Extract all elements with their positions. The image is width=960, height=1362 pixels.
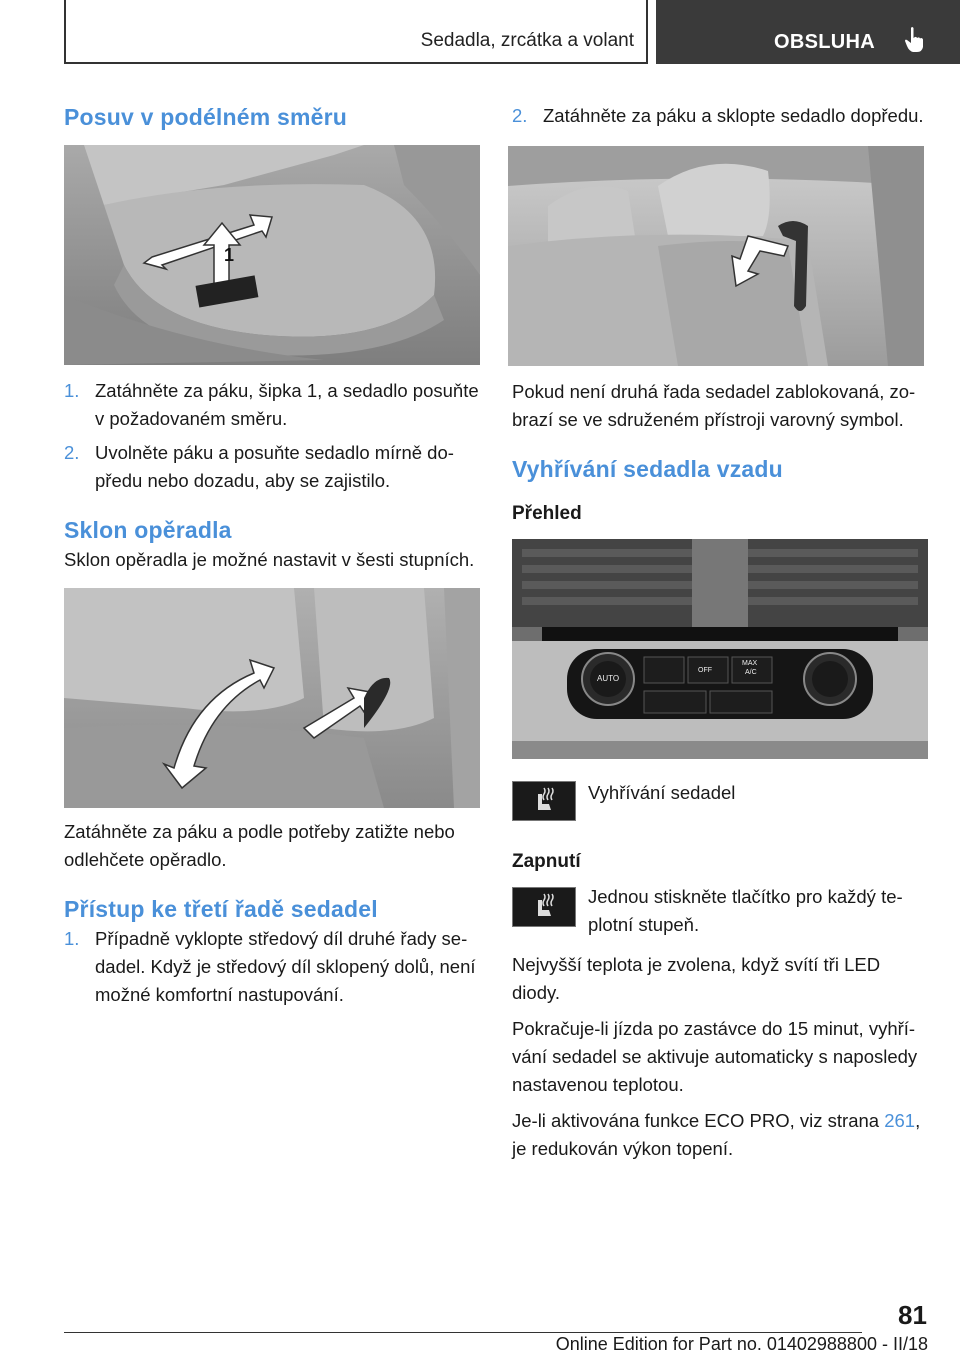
page-number: 81 bbox=[898, 1300, 927, 1330]
heading-on: Zapnutí bbox=[512, 851, 581, 872]
seat-slide-illustration bbox=[64, 145, 480, 365]
longitudinal-steps bbox=[64, 377, 480, 495]
pointing-hand-icon bbox=[904, 26, 926, 54]
heading-recline: Sklon opěradla bbox=[64, 517, 232, 543]
seat-heating-button-icon-2 bbox=[512, 887, 576, 927]
icon-row-heating bbox=[512, 781, 928, 821]
step-text: Uvolněte páku a posuňte sedadlo mírně dopředu nebo dozadu, aby se zajistilo. bbox=[95, 442, 454, 491]
recline-image bbox=[64, 588, 480, 808]
step-number: 1. bbox=[64, 928, 80, 949]
step-number: 2. bbox=[512, 105, 528, 126]
header-section-box bbox=[656, 0, 960, 64]
seat-heating-label: Vyhřívání sedadel bbox=[588, 782, 736, 803]
seat-fold-image bbox=[508, 146, 924, 366]
climate-panel-image bbox=[512, 539, 928, 759]
on-instruction-text: Jednou stiskněte tlačítko pro každý teplotní stupeň. bbox=[588, 886, 903, 935]
step-text: Zatáhněte za páku a sklopte sedadlo dopředu. bbox=[543, 105, 924, 126]
recline-caption: Zatáhněte za páku a podle potřeby zatižte nebo odlehčete opěradlo. bbox=[64, 821, 455, 870]
footer-divider bbox=[64, 1332, 862, 1333]
panel-ac-label: A/C bbox=[745, 669, 757, 676]
panel-auto-label: AUTO bbox=[597, 674, 620, 683]
longitudinal-step-2 bbox=[64, 439, 480, 495]
eco-pro-text-b: , je redukován výkon topení. bbox=[512, 1110, 921, 1159]
left-column bbox=[64, 100, 480, 1009]
seat-heating-button-icon bbox=[512, 781, 576, 821]
auto-resume-text: Pokračuje-li jízda po zastávce do 15 minut, vyhřívání sedadel se aktivuje automaticky s naposledy nastavenou teplotou. bbox=[512, 1018, 918, 1095]
third-row-step-1 bbox=[64, 925, 480, 1009]
warning-text: Pokud není druhá řada sedadel zablokovaná, zobrazí se ve sdruženém přístroji varovný symbol. bbox=[512, 381, 916, 430]
eco-pro-text bbox=[512, 1107, 928, 1163]
header-chapter-title: Sedadla, zrcátka a volant bbox=[420, 30, 634, 51]
heading-overview: Přehled bbox=[512, 503, 582, 524]
recline-illustration bbox=[64, 588, 480, 808]
heading-heating: Vyhřívání sedadla vzadu bbox=[512, 456, 783, 482]
heading-third-row: Přístup ke třetí řadě sedadel bbox=[64, 896, 378, 922]
seat-fold-illustration bbox=[508, 146, 924, 366]
page-link-261[interactable]: 261 bbox=[884, 1110, 916, 1131]
climate-panel-illustration bbox=[512, 539, 928, 759]
step-number: 1. bbox=[64, 380, 80, 401]
right-column bbox=[512, 100, 928, 1163]
step-text: Zatáhněte za páku, šipka 1, a sedadlo posuňte v požadovaném směru. bbox=[95, 380, 479, 429]
eco-pro-text-a: Je-li aktivována funkce ECO PRO, viz strana bbox=[512, 1110, 885, 1131]
max-temp-text: Nejvyšší teplota je zvolena, když svítí tři LED diody. bbox=[512, 954, 881, 1003]
figure-callout-1: 1 bbox=[224, 245, 235, 265]
seat-slide-image bbox=[64, 145, 480, 365]
footer-edition: Online Edition for Part no. 01402988800 - II/18 bbox=[555, 1334, 928, 1354]
header-chapter-box bbox=[64, 0, 648, 64]
step-number: 2. bbox=[64, 442, 80, 463]
header-section-title: OBSLUHA bbox=[774, 31, 875, 53]
fold-step-2 bbox=[512, 102, 928, 130]
recline-description: Sklon opěradla je možné nastavit v šesti stupních. bbox=[64, 549, 475, 570]
step-text: Případně vyklopte středový díl druhé řady sedadel. Když je středový díl sklopený dolů, není možné komfortní nastupování. bbox=[95, 928, 476, 1005]
panel-max-label: MAX bbox=[742, 660, 758, 667]
panel-off-label: OFF bbox=[698, 667, 712, 674]
longitudinal-step-1 bbox=[64, 377, 480, 433]
heading-longitudinal: Posuv v podélném směru bbox=[64, 104, 348, 130]
icon-row-on bbox=[512, 887, 928, 943]
